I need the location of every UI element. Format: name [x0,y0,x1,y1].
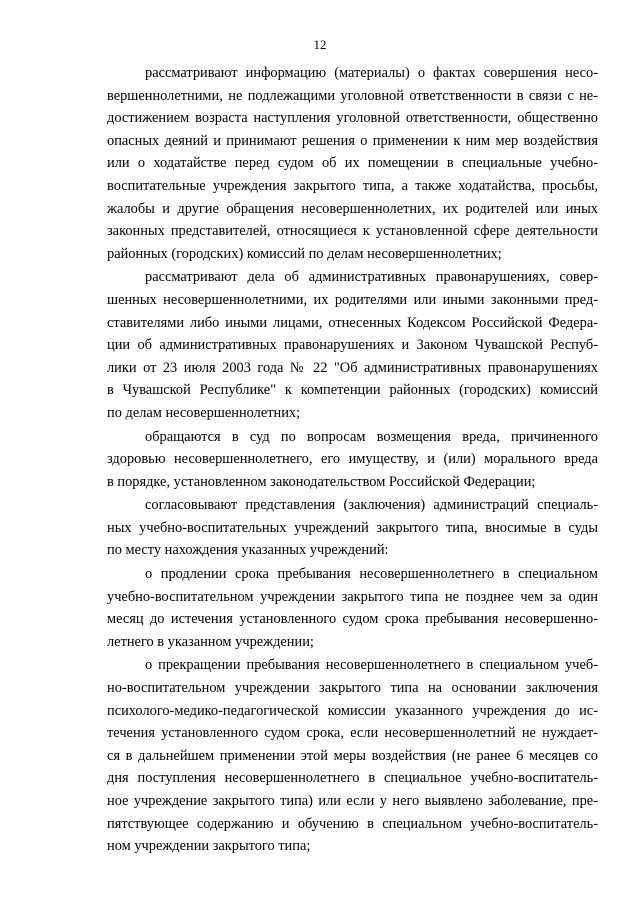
text-line: ставителями либо иными лицами, отнесенных Кодексом Российской Федера- [107,314,598,331]
text-line: по месту нахождения указанных учреждений: [107,542,389,559]
text-line: течения установленного судом срока, если несовершеннолетний не нуждает- [107,725,598,742]
text-line: ся в дальнейшем применении этой меры воздействия (не ранее 6 месяцев со [107,747,598,764]
text-line: ном учреждении закрытого типа; [107,838,311,855]
text-line: дня поступления несовершеннолетнего в специальное учебно-воспитатель- [107,770,598,787]
text-line: в порядке, установленном законодательством Российской Федерации; [107,473,536,490]
text-line: о продлении срока пребывания несовершеннолетнего в специальном [145,566,598,583]
paragraph [107,494,598,562]
text-line: или о ходатайстве перед судом об их помещении в специальные учебно- [107,155,598,172]
text-line: учебно-воспитательном учреждении закрытого типа не позднее чем за один [107,588,598,605]
page-number: 12 [313,37,327,52]
text-line: рассматривают информацию (материалы) о фактах совершения несо- [145,65,598,81]
text-line: законных представителей, относящиеся к установленной сфере деятельности [107,223,598,240]
text-line: согласовывают представления (заключения) администраций специаль- [145,497,598,514]
text-line: летнего в указанном учреждении; [107,633,314,650]
text-line: психолого-медико-педагогической комиссии указанного учреждения до ис- [107,702,598,719]
text-line: достижением возраста наступления уголовной ответственности, общественно [107,110,598,127]
text-line: обращаются в суд по вопросам возмещения вреда, причиненного [145,428,598,445]
text-line: по делам несовершеннолетних; [107,404,301,421]
text-line: ции об административных правонарушениях и Законом Чувашской Респуб- [107,337,598,354]
paragraph [107,426,598,494]
text-line: здоровью несовершеннолетнего, его имуществу, и (или) морального вреда [107,451,598,468]
text-line: жалобы и другие обращения несовершеннолетних, их родителей или иных [107,200,598,217]
text-line: в Чувашской Республике" к компетенции районных (городских) комиссий [107,382,598,399]
text-line: ных учебно-воспитательных учреждений закрытого типа, вносимые в суды [107,519,598,536]
text-line: районных (городских) комиссий по делам несовершеннолетних; [107,245,502,262]
text-line: вершеннолетними, не подлежащими уголовной ответственности в связи с не- [107,87,598,104]
text-line: опасных деяний и принимают решения о применении к ним мер воздействия [107,132,598,149]
text-line: пятствующее содержанию и обучению в специальном учебно-воспитатель- [107,815,598,832]
paragraph [107,563,598,653]
paragraph [107,654,598,857]
text-line: воспитательные учреждения закрытого типа, а также ходатайства, просьбы, [107,177,598,194]
text-line: месяц до истечения установленного судом срока пребывания несовершенно- [107,611,598,628]
text-line: о прекращении пребывания несовершеннолетнего в специальном учеб- [145,657,598,674]
text-line: но-воспитательном учреждении закрытого типа на основании заключения [107,680,598,697]
text-line: шенных несовершеннолетними, их родителями или иными законными пред- [107,291,598,308]
paragraph [107,62,598,265]
text-line: ное учреждение закрытого типа) или если у него выявлено заболевание, пре- [107,793,598,809]
text-line: лики от 23 июля 2003 года № 22 "Об административных правонарушениях [107,359,598,376]
text-line: рассматривают дела об административных правонарушениях, совер- [145,269,598,286]
document-body [107,62,598,859]
paragraph [107,266,598,424]
